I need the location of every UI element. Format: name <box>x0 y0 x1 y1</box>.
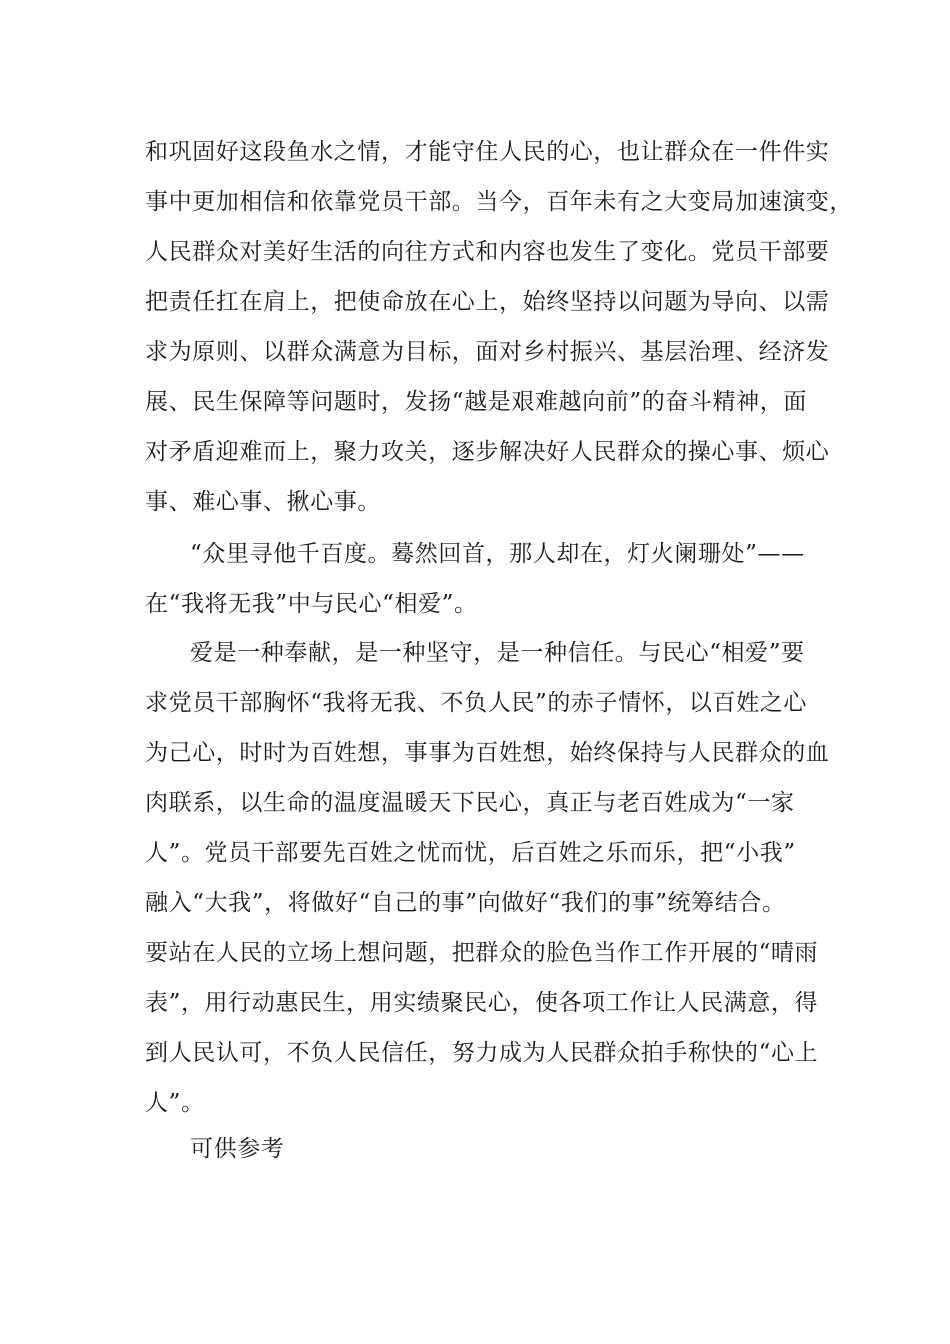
text-line: 人民群众对美好生活的向往方式和内容也发生了变化。党员干部要 <box>145 239 830 265</box>
text-line: 表”，用行动惠民生，用实绩聚民心，使各项工作让人民满意，得 <box>145 990 819 1016</box>
text-line: 事中更加相信和依靠党员干部。当今，百年未有之大变局加速演变， <box>145 189 853 215</box>
text-line: 融入“大我”，将做好“自己的事”向做好“我们的事”统筹结合。 <box>145 890 786 916</box>
text-line: 为己心，时时为百姓想，事事为百姓想，始终保持与人民群众的血 <box>145 740 830 766</box>
text-line: 展、民生保障等问题时，发扬“越是艰难越向前”的奋斗精神，面 <box>145 389 807 415</box>
closing-note: 可供参考 <box>190 1136 285 1162</box>
heading-line: “众里寻他千百度。蓦然回首，那人却在，灯火阑珊处”—— <box>190 541 805 567</box>
heading-line: 在“我将无我”中与民心“相爱”。 <box>145 591 478 617</box>
text-line: 求为原则、以群众满意为目标，面对乡村振兴、基层治理、经济发 <box>145 339 830 365</box>
text-line: 人”。 <box>145 1090 205 1116</box>
text-line: 到人民认可，不负人民信任，努力成为人民群众拍手称快的“心上 <box>145 1040 819 1066</box>
text-line: 把责任扛在肩上，把使命放在心上，始终坚持以问题为导向、以需 <box>145 289 830 315</box>
text-line: 人”。党员干部要先百姓之忧而忧，后百姓之乐而乐，把“小我” <box>145 840 796 866</box>
text-line: 肉联系，以生命的温度温暖天下民心，真正与老百姓成为“一家 <box>145 790 795 816</box>
text-line: 爱是一种奉献，是一种坚守，是一种信任。与民心“相爱”要 <box>190 640 805 666</box>
text-line: 对矛盾迎难而上，聚力攻关，逐步解决好人民群众的操心事、烦心 <box>145 439 830 465</box>
text-line: 和巩固好这段鱼水之情，才能守住人民的心，也让群众在一件件实 <box>145 139 830 165</box>
text-line: 事、难心事、揪心事。 <box>145 489 381 515</box>
text-line: 求党员干部胸怀“我将无我、不负人民”的赤子情怀，以百姓之心 <box>145 690 807 716</box>
text-line: 要站在人民的立场上想问题，把群众的脸色当作工作开展的“晴雨 <box>145 940 819 966</box>
